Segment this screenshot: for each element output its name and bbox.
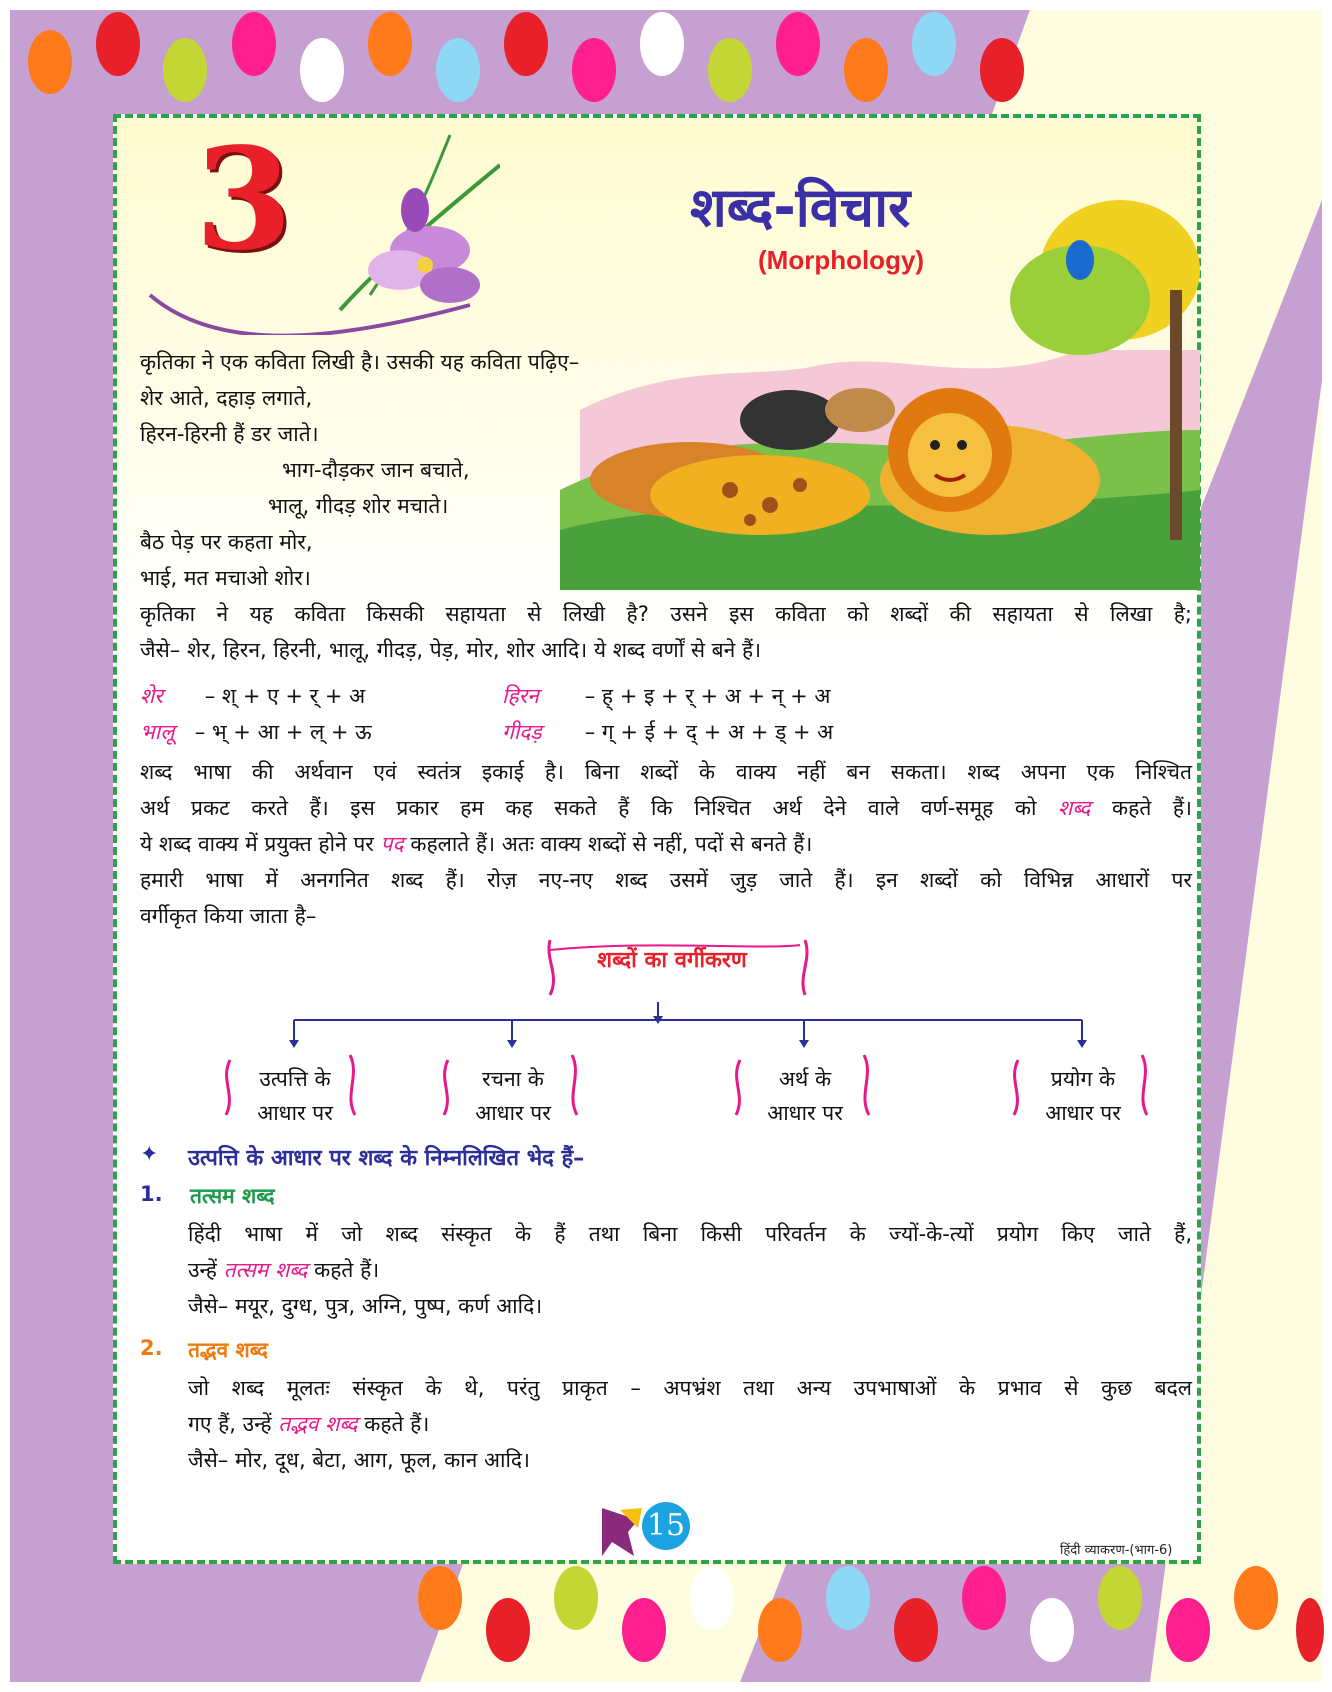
word-breakdown-row <box>502 714 833 750</box>
page-number: 15 <box>642 1502 690 1550</box>
item-heading-tatsam: तत्सम शब्द <box>190 1184 275 1208</box>
item-description: गए हैं, उन्हें तद्भव शब्द कहते हैं। <box>188 1412 430 1436</box>
footer-book-title: हिंदी व्याकरण-(भाग-6) <box>1060 1543 1173 1558</box>
breakdown-word: भालू <box>140 720 175 744</box>
item-description: हिंदी भाषा में जो शब्द संस्कृत के हैं तथा बिना किसी परिवर्तन के ज्यों-के-त्यों प्रयोग किए जाते हैं, <box>188 1222 1192 1246</box>
breakdown-word: गीदड़ <box>502 720 542 744</box>
paragraph-line: अर्थ प्रकट करते हैं। इस प्रकार हम कह सकते हैं कि निश्चित अर्थ देने वाले वर्ण-समूह को शब्द कहते हैं। <box>140 796 1192 820</box>
poem-line: हिरन-हिरनी हैं डर जाते। <box>140 422 319 446</box>
classification-node-usage: प्रयोग के आधार पर <box>1045 1067 1121 1125</box>
poem-line: भाग-दौड़कर जान बचाते, <box>282 458 470 482</box>
flower-decoration <box>140 118 500 335</box>
paragraph-line: हमारी भाषा में अनगनित शब्द हैं। रोज़ नए-नए शब्द उसमें जुड़ जाते हैं। इन शब्दों को विभिन्न आधारों पर <box>140 868 1192 892</box>
breakdown-word: हिरन <box>502 684 539 708</box>
word-breakdown-row <box>140 678 365 714</box>
item-example: जैसे– मयूर, दुग्ध, पुत्र, अग्नि, पुष्प, कर्ण आदि। <box>188 1294 543 1318</box>
classification-node-origin: उत्पत्ति के आधार पर <box>257 1067 333 1125</box>
word-breakdown-row <box>140 714 372 750</box>
poem-line: शेर आते, दहाड़ लगाते, <box>140 386 313 410</box>
breakdown-letters: – ग् + ई + द् + अ + ड् + अ <box>584 720 834 744</box>
paragraph-line: वर्गीकृत किया जाता है– <box>140 904 317 928</box>
classification-node-structure: रचना के आधार पर <box>475 1067 551 1125</box>
chapter-title: शब्द-विचार <box>690 176 911 239</box>
paragraph-line: ये शब्द वाक्य में प्रयुक्त होने पर पद कहलाते हैं। अतः वाक्य शब्दों से नहीं, पदों से बनते हैं। <box>140 832 813 856</box>
item-number: 1. <box>140 1182 163 1206</box>
breakdown-letters: – श् + ए + र् + अ <box>204 684 366 708</box>
chapter-number: 3 <box>195 118 293 282</box>
chapter-subtitle: (Morphology) <box>758 245 925 275</box>
item-example: जैसे– मोर, दूध, बेटा, आग, फूल, कान आदि। <box>188 1448 530 1472</box>
breakdown-letters: – भ् + आ + ल् + ऊ <box>194 720 372 744</box>
page-number-ribbon-icon <box>598 1506 648 1558</box>
paragraph-line: कृतिका ने यह कविता किसकी सहायता से लिखी है? उसने इस कविता को शब्दों की सहायता से लिखा है; <box>140 602 1192 626</box>
classification-node-meaning: अर्थ के आधार पर <box>767 1067 843 1125</box>
term-shabd: शब्द <box>1058 796 1091 820</box>
section-bullet: ✦ <box>140 1142 159 1167</box>
word-breakdown-row <box>502 678 830 714</box>
item-description: जो शब्द मूलतः संस्कृत के थे, परंतु प्राकृत – अपभ्रंश तथा अन्य उपभाषाओं के प्रभाव से कुछ बदल <box>188 1376 1192 1400</box>
animals-illustration <box>560 190 1200 590</box>
term-pad: पद <box>380 832 404 856</box>
breakdown-letters: – ह् + इ + र् + अ + न् + अ <box>584 684 831 708</box>
section-title: उत्पत्ति के आधार पर शब्द के निम्नलिखित भेद हैं– <box>188 1146 585 1171</box>
paragraph-line: शब्द भाषा की अर्थवान एवं स्वतंत्र इकाई है। बिना शब्दों के वाक्य नहीं बन सकता। शब्द अपना एक निश्चित <box>140 760 1192 784</box>
item-number: 2. <box>140 1336 163 1360</box>
item-description: उन्हें तत्सम शब्द कहते हैं। <box>188 1258 380 1282</box>
poem-intro: कृतिका ने एक कविता लिखी है। उसकी यह कविता पढ़िए– <box>140 350 580 374</box>
breakdown-word: शेर <box>140 684 163 708</box>
classification-root: शब्दों का वर्गीकरण <box>597 948 747 973</box>
paragraph-line: जैसे– शेर, हिरन, हिरनी, भालू, गीदड़, पेड़, मोर, शोर आदि। ये शब्द वर्णों से बने हैं। <box>140 638 762 662</box>
poem-line: बैठ पेड़ पर कहता मोर, <box>140 530 313 554</box>
item-heading-tadbhav: तद्भव शब्द <box>188 1338 268 1362</box>
poem-line: भालू, गीदड़ शोर मचाते। <box>268 494 449 518</box>
poem-line: भाई, मत मचाओ शोर। <box>140 566 311 590</box>
